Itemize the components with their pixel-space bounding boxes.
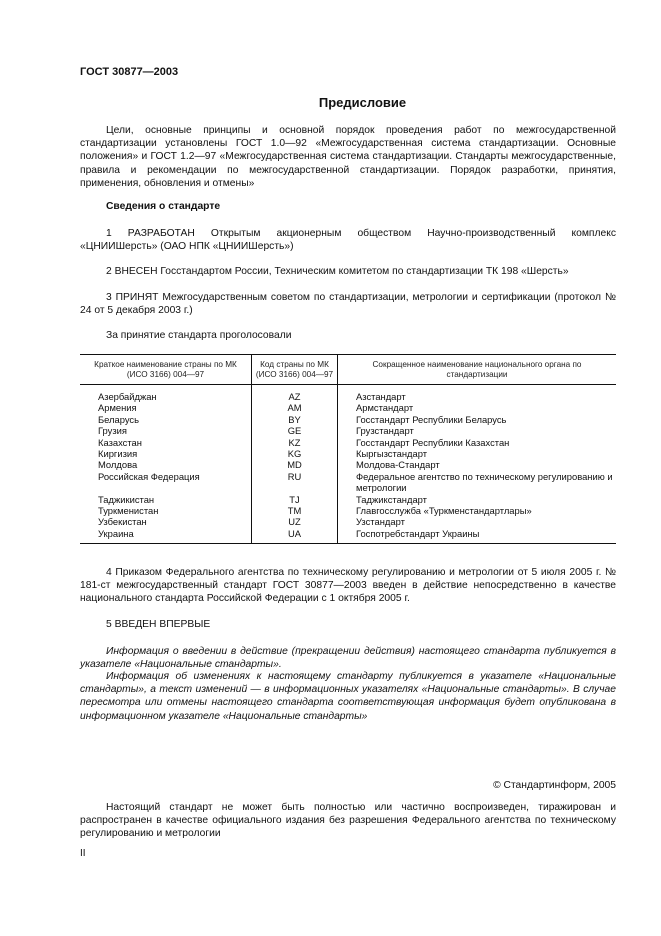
copyright: © Стандартинформ, 2005 <box>493 780 616 791</box>
country-cell: Молдова <box>98 459 138 471</box>
voted-label: За принятие стандарта проголосовали <box>106 330 292 341</box>
table-row <box>80 459 616 470</box>
code-cell: UA <box>252 528 338 544</box>
table-row <box>80 385 616 403</box>
item-introduced: 2 ВНЕСЕН Госстандартом России, Техническим комитетом по стандартизации ТК 198 «Шерсть» <box>106 266 569 277</box>
country-cell: Российская Федерация <box>98 470 200 482</box>
item-first-time: 5 ВВЕДЕН ВПЕРВЫЕ <box>106 619 211 630</box>
country-cell: Украина <box>80 528 252 544</box>
code-cell: UZ <box>252 516 338 527</box>
voting-table <box>80 354 616 544</box>
table-header-row <box>80 355 616 385</box>
table-row <box>80 471 616 494</box>
body-cell: Госпотребстандарт Украины <box>338 528 617 544</box>
country-cell: Грузия <box>98 425 127 437</box>
body-cell: Таджикстандарт <box>338 494 617 505</box>
code-cell: TJ <box>252 494 338 505</box>
code-cell: KZ <box>252 437 338 448</box>
body-cell: Узстандарт <box>338 516 617 527</box>
item-adopted: 3 ПРИНЯТ Межгосударственным советом по стандартизации, метрологии и сертификации (протокол № 24 от 5 декабря 2003 г.) <box>80 292 616 317</box>
table-body <box>80 385 616 544</box>
country-cell: Туркменистан <box>98 505 159 517</box>
table-row <box>80 516 616 527</box>
table-row <box>80 505 616 516</box>
body-cell: Главгосслужба «Туркменстандартлары» <box>338 505 617 516</box>
reproduction-notice: Настоящий стандарт не может быть полностью или частично воспроизведен, тиражирован и распространен в качестве официального издания без разрешения Федерального агентства по техническому регулированию и метрологии <box>80 802 616 840</box>
country-cell: Армения <box>98 402 137 414</box>
body-cell: Федеральное агентство по техническому регулированию и метрологии <box>338 471 617 494</box>
table-row <box>80 448 616 459</box>
code-cell: RU <box>252 471 338 494</box>
code-cell: TM <box>252 505 338 516</box>
item-developed: 1 РАЗРАБОТАН Открытым акционерным обществом Научно-производственный комплекс «ЦНИИШерсть» (ОАО НПК «ЦНИИШерсть») <box>80 228 616 253</box>
body-cell: Грузстандарт <box>338 425 617 436</box>
code-cell: AM <box>252 402 338 413</box>
body-cell: Азстандарт <box>338 385 617 403</box>
country-cell: Казахстан <box>98 436 142 448</box>
code-cell: GE <box>252 425 338 436</box>
code-cell: BY <box>252 414 338 425</box>
country-cell: Киргизия <box>98 448 138 460</box>
item-order: 4 Приказом Федерального агентства по техническому регулированию и метрологии от 5 июля 2005 г. № 181-ст межгосударственный стандарт ГОСТ 30877—2003 введен в действие непосредственно в качестве национального стандарта Российской Федерации с 1 октября 2005 г. <box>80 567 616 605</box>
document-code: ГОСТ 30877—2003 <box>80 66 179 78</box>
country-cell: Беларусь <box>98 413 140 425</box>
notice-introduction: Информация о введении в действие (прекращении действия) настоящего стандарта публикуется в указателе «Национальные стандарты». <box>80 646 616 671</box>
body-cell: Кыргызстандарт <box>338 448 617 459</box>
page-title: Предисловие <box>318 95 407 110</box>
info-heading: Сведения о стандарте <box>106 201 221 212</box>
table-row <box>80 494 616 505</box>
table-row <box>80 437 616 448</box>
table-row <box>80 414 616 425</box>
intro-paragraph: Цели, основные принципы и основной порядок проведения работ по межгосударственной стандартизации установлены ГОСТ 1.0—92 «Межгосударственная система стандартизации. Основные положения» и ГОСТ 1.2—97 «Межгосударственная система стандартизации. Стандарты межгосударственные, правила и рекомендации по межгосударственной стандартизации. Порядок разработки, принятия, применения, обновления и отмены» <box>80 125 616 189</box>
page-number: II <box>80 848 86 859</box>
country-cell: Азербайджан <box>98 391 157 402</box>
table-row <box>80 528 616 544</box>
body-cell: Молдова-Стандарт <box>338 459 617 470</box>
column-header-code: Код страны по МК (ИСО 3166) 004—97 <box>252 355 338 385</box>
code-cell: AZ <box>252 385 338 403</box>
country-cell: Таджикистан <box>98 493 155 505</box>
body-cell: Госстандарт Республики Казахстан <box>338 437 617 448</box>
column-header-country: Краткое наименование страны по МК (ИСО 3166) 004—97 <box>80 355 252 385</box>
notice-changes: Информация об изменениях к настоящему стандарту публикуется в указателе «Национальные стандарты», а текст изменений — в информационных указателях «Национальные стандарты». В случае пересмотра или отмены настоящего стандарта соответствующая информация будет опубликована в информационном указателе «Национальные стандарты» <box>80 671 616 722</box>
body-cell: Армстандарт <box>338 402 617 413</box>
table-row <box>80 425 616 436</box>
body-cell: Госстандарт Республики Беларусь <box>338 414 617 425</box>
table-row <box>80 402 616 413</box>
code-cell: MD <box>252 459 338 470</box>
column-header-body: Сокращенное наименование национального органа по стандартизации <box>338 355 617 385</box>
code-cell: KG <box>252 448 338 459</box>
country-cell: Узбекистан <box>98 516 147 528</box>
